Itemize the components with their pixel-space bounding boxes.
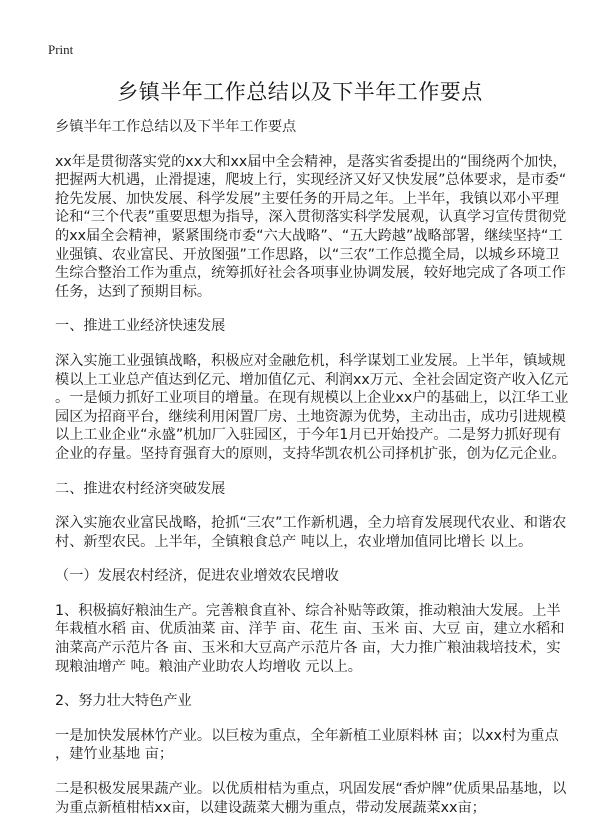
document-subtitle: 乡镇半年工作总结以及下半年工作要点 — [55, 119, 297, 135]
section-1-paragraph — [55, 352, 569, 464]
text-line: 为重点新植柑桔xx亩，以建设蔬菜大棚为重点，带动发展蔬菜xx亩； — [55, 799, 486, 816]
text-line: 抢先发展、加快发展、科学发展”主要任务的开局之年。上半年，我镇以邓小平理 — [55, 190, 559, 207]
item-2-heading: 2、努力壮大特色产业 — [55, 693, 192, 710]
text-line: 园区为招商平台，继续利用闲置厂房、土地资源为优势，主动出击，成功引进规模 — [55, 408, 566, 425]
text-line: 现粮油增产 吨。粮油产业助农人均增收 元以上。 — [55, 658, 362, 675]
item-2-paragraph-forestry — [55, 727, 559, 764]
intro-paragraph — [55, 153, 567, 302]
text-line: 深入实施工业强镇战略，积极应对金融危机，科学谋划工业发展。上半年，镇域规 — [55, 352, 566, 369]
text-line: 企业的存量。坚持育强育大的原则，支持华凯农机公司择机扩张，创为亿元企业。 — [55, 445, 566, 462]
text-line: 业强镇、农业富民、开放图强”工作思路，以“三农”工作总揽全局，以城乡环境卫 — [55, 246, 560, 263]
text-line: 生综合整治工作为重点，统筹抓好社会各项事业协调发展，较好地完成了各项工作 — [55, 265, 566, 282]
text-line: 一是加快发展林竹产业。以巨桉为重点，全年新植工业原料林 亩；以xx村为重点 — [55, 727, 559, 744]
subsection-1-heading: （一）发展农村经济，促进农业增效农民增收 — [55, 568, 339, 585]
text-line: 1、积极搞好粮油生产。完善粮食直补、综合补贴等政策，推动粮油大发展。上半 — [55, 602, 561, 619]
text-line: ，建竹业基地 亩； — [55, 746, 174, 763]
print-link[interactable]: Print — [48, 42, 74, 57]
text-line: 村、新型农民。上半年，全镇粮食总产 吨以上，农业增加值同比增长 以上。 — [55, 533, 533, 550]
document-body — [55, 118, 569, 833]
text-line: xx年是贯彻落实党的xx大和xx届中全会精神，是落实省委提出的“围绕两个加快， — [55, 153, 567, 170]
text-line: 深入实施农业富民战略，抢抓“三农”工作新机遇，全力培育发展现代农业、和谐农 — [55, 515, 567, 532]
text-line: 的xx届全会精神，紧紧围绕市委“六大战略”、“五大跨越”战略部署，继续坚持“工 — [55, 227, 563, 244]
section-2-paragraph — [55, 514, 567, 551]
section-1-heading: 一、推进工业经济快速发展 — [55, 318, 226, 335]
text-line: 二是积极发展果蔬产业。以优质柑桔为重点，巩固发展“香炉牌”优质果品基地，以 — [55, 781, 567, 798]
document-title: 乡镇半年工作总结以及下半年工作要点 — [117, 80, 483, 104]
item-2-paragraph-fruit-vegetable — [55, 780, 567, 817]
text-line: 。一是倾力抓好工业项目的增量。在现有规模以上企业xx户的基础上，以江华工业 — [55, 390, 569, 407]
text-line: 年栽植水稻 亩、优质油菜 亩、洋芋 亩、花生 亩、玉米 亩、大豆 亩，建立水稻和 — [55, 621, 565, 638]
text-line: 以上工业企业“永盛”机加厂入驻园区，于今年1月已开始投产。二是努力抓好现有 — [55, 427, 562, 444]
section-2-heading: 二、推进农村经济突破发展 — [55, 480, 226, 497]
text-line: 模以上工业总产值达到亿元、增加值亿元、利润xx万元、全社会固定资产收入亿元 — [55, 371, 569, 388]
text-line: 任务，达到了预期目标。 — [55, 283, 212, 300]
text-line: 把握两大机遇，止滑提速，爬坡上行，实现经济又好又快发展”总体要求，是市委“ — [55, 172, 567, 189]
text-line: 油菜高产示范片各 亩、玉米和大豆高产示范片各 亩，大力推广粮油栽培技术，实 — [55, 640, 561, 657]
item-1-paragraph — [55, 602, 565, 676]
text-line: 论和“三个代表”重要思想为指导，深入贯彻落实科学发展观，认真学习宣传贯彻党 — [55, 209, 567, 226]
